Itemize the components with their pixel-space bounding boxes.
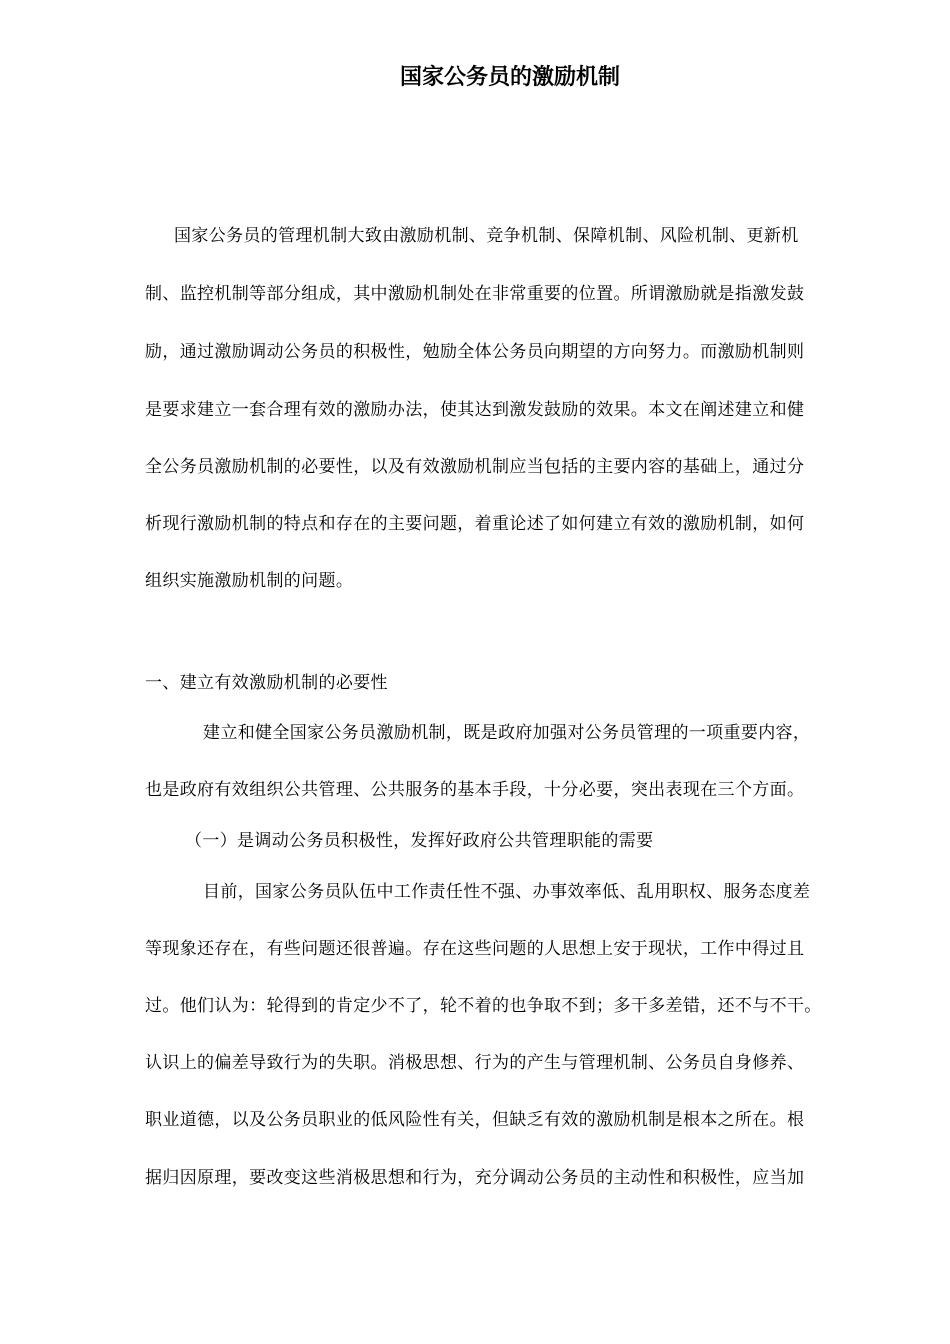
intro-line-6: 析现行激励机制的特点和存在的主要问题，着重论述了如何建立有效的激励机制，如何 — [145, 514, 805, 534]
subsection1-line-2: 等现象还存在，有些问题还很普遍。存在这些问题的人思想上安于现状，工作中得过且 — [145, 939, 805, 959]
subsection1-line-6: 据归因原理，要改变这些消极思想和行为，充分调动公务员的主动性和积极性，应当加 — [145, 1168, 805, 1188]
intro-line-4: 是要求建立一套合理有效的激励办法，使其达到激发鼓励的效果。本文在阐述建立和健 — [145, 400, 805, 420]
section1-line-1: 建立和健全国家公务员激励机制，既是政府加强对公务员管理的一项重要内容， — [203, 723, 811, 743]
intro-line-5: 全公务员激励机制的必要性，以及有效激励机制应当包括的主要内容的基础上，通过分 — [145, 457, 805, 477]
intro-line-3: 励，通过激励调动公务员的积极性，勉励全体公务员向期望的方向努力。而激励机制则 — [145, 342, 805, 362]
intro-line-1: 国家公务员的管理机制大致由激励机制、竞争机制、保障机制、风险机制、更新机 — [174, 226, 799, 246]
section-heading-1: 一、建立有效激励机制的必要性 — [145, 673, 388, 693]
subsection1-line-4: 认识上的偏差导致行为的失职。消极思想、行为的产生与管理机制、公务员自身修养、 — [145, 1053, 805, 1073]
document-title: 国家公务员的激励机制 — [399, 65, 620, 90]
subsection-heading-1: （一）是调动公务员积极性，发挥好政府公共管理职能的需要 — [185, 831, 654, 851]
intro-line-7: 组织实施激励机制的问题。 — [145, 571, 354, 591]
section1-line-2: 也是政府有效组织公共管理、公共服务的基本手段，十分必要，突出表现在三个方面。 — [145, 780, 805, 800]
subsection1-line-5: 职业道德，以及公务员职业的低风险性有关，但缺乏有效的激励机制是根本之所在。根 — [145, 1110, 805, 1130]
subsection1-line-3: 过。他们认为：轮得到的肯定少不了，轮不着的也争取不到；多干多差错，还不与不干。 — [145, 996, 822, 1016]
subsection1-line-1: 目前，国家公务员队伍中工作责任性不强、办事效率低、乱用职权、服务态度差 — [203, 882, 811, 902]
intro-line-2: 制、监控机制等部分组成，其中激励机制处在非常重要的位置。所谓激励就是指激发鼓 — [145, 284, 805, 304]
